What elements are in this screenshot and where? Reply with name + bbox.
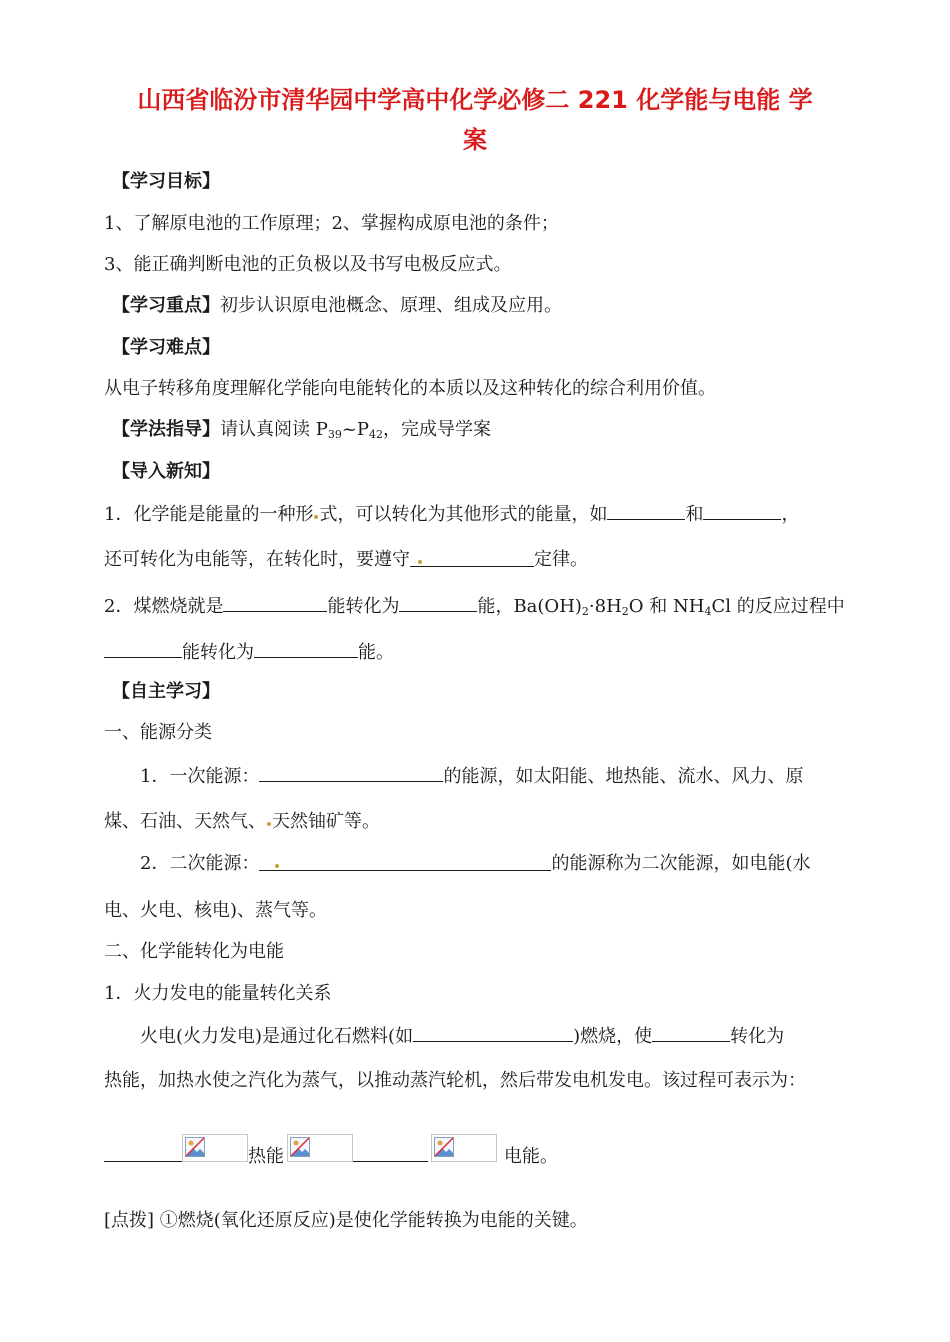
method-heading: 【学法指导】 bbox=[112, 419, 220, 440]
goals-item-2: 3、能正确判断电池的正负极以及书写电极反应式。 bbox=[104, 254, 512, 275]
key-point-line bbox=[112, 294, 562, 318]
document-title-line-2: 案 bbox=[463, 126, 487, 154]
answer-blank[interactable] bbox=[413, 1023, 573, 1042]
thermal-power-paragraph-cont: 热能，加热水使之汽化为蒸气，以推动蒸汽轮机，然后带发电机发电。该过程可表示为： bbox=[104, 1070, 806, 1091]
intro-question-2-cont bbox=[104, 639, 394, 665]
q2-text-e: O 和 NH bbox=[628, 596, 705, 617]
answer-blank[interactable] bbox=[410, 548, 534, 567]
answer-blank[interactable] bbox=[254, 639, 358, 658]
answer-blank[interactable] bbox=[399, 593, 477, 612]
broken-image-icon bbox=[287, 1134, 353, 1162]
goals-item-1: 1、了解原电池的工作原理；2、掌握构成原电池的条件； bbox=[104, 213, 559, 234]
q2-subscript: 4 bbox=[704, 605, 712, 618]
answer-blank[interactable] bbox=[652, 1023, 730, 1042]
goals-heading: 【学习目标】 bbox=[112, 171, 220, 192]
primary-energy-line bbox=[140, 763, 803, 789]
key-point-heading: 【学习重点】 bbox=[112, 295, 220, 316]
q1-text-d: ， bbox=[781, 504, 800, 525]
difficulty-heading: 【学习难点】 bbox=[112, 337, 220, 358]
answer-blank[interactable] bbox=[350, 1143, 428, 1162]
q2-text-g: 能转化为 bbox=[182, 642, 254, 663]
q2-subscript: 2 bbox=[581, 605, 589, 618]
marker-dot bbox=[314, 515, 318, 519]
q1-text-a: 1．化学能是能量的一种形 bbox=[104, 504, 314, 525]
answer-blank[interactable] bbox=[104, 639, 182, 658]
fire-text-a: 火电(火力发电)是通过化石燃料(如 bbox=[140, 1026, 414, 1047]
marker-dot bbox=[418, 560, 422, 564]
q1-text-c: 和 bbox=[685, 504, 704, 525]
q2-text-f: Cl 的反应过程中 bbox=[711, 596, 845, 617]
answer-blank[interactable] bbox=[703, 501, 781, 520]
answer-blank[interactable] bbox=[607, 501, 685, 520]
intro-question-1-cont bbox=[104, 548, 588, 572]
difficulty-text: 从电子转移角度理解化学能向电能转化的本质以及这种转化的综合利用价值。 bbox=[104, 378, 716, 399]
method-page-start: 39 bbox=[327, 428, 342, 441]
secondary-energy-line bbox=[140, 852, 810, 876]
method-tilde: ~P bbox=[341, 419, 370, 440]
secondary-energy-text: 的能源称为二次能源，如电能(水 bbox=[551, 853, 811, 874]
secondary-energy-line-cont: 电、火电、核电)、蒸气等。 bbox=[104, 900, 328, 921]
q2-text-d: ·8H bbox=[588, 596, 622, 617]
q1-text-b: 式，可以转化为其他形式的能量，如 bbox=[319, 504, 608, 525]
primary-energy-text-c: 煤、石油、天然气、 bbox=[104, 811, 266, 832]
q2-text-h: 能。 bbox=[358, 642, 394, 663]
document-title-line-1: 山西省临汾市清华园中学高中化学必修二 221 化学能与电能 学 bbox=[137, 86, 813, 114]
key-point-text: 初步认识原电池概念、原理、组成及应用。 bbox=[220, 295, 562, 316]
answer-blank[interactable] bbox=[259, 763, 443, 782]
chain-heat-label: 热能 bbox=[248, 1146, 284, 1167]
primary-energy-text-d: 天然铀矿等。 bbox=[272, 811, 380, 832]
primary-energy-text: 的能源，如太阳能、地热能、流水、风力、原 bbox=[443, 766, 804, 787]
answer-blank[interactable] bbox=[223, 593, 327, 612]
fire-text-c: 转化为 bbox=[730, 1026, 785, 1047]
chain-electric-label: 电能。 bbox=[504, 1146, 558, 1167]
tip-line: [点拨] ①燃烧(氧化还原反应)是使化学能转换为电能的关键。 bbox=[104, 1210, 588, 1231]
intro-question-2 bbox=[104, 593, 845, 624]
primary-energy-line-cont bbox=[104, 810, 380, 834]
section-energy-classification: 一、能源分类 bbox=[104, 722, 212, 743]
method-text: 请认真阅读 P bbox=[220, 419, 328, 440]
q1-text-e: 还可转化为电能等，在转化时，要遵守 bbox=[104, 549, 410, 570]
answer-blank[interactable] bbox=[259, 852, 551, 871]
marker-dot bbox=[275, 864, 279, 868]
intro-question-1 bbox=[104, 501, 799, 527]
broken-image-icon bbox=[431, 1134, 497, 1162]
q2-subscript: 2 bbox=[621, 605, 629, 618]
thermal-power-heading: 1．火力发电的能量转化关系 bbox=[104, 983, 332, 1004]
intro-heading: 【导入新知】 bbox=[112, 461, 220, 482]
primary-energy-label: 1．一次能源： bbox=[140, 766, 260, 787]
self-study-heading: 【自主学习】 bbox=[112, 681, 220, 702]
fire-text-b: )燃烧，使 bbox=[573, 1026, 653, 1047]
q2-text-a: 2．煤燃烧就是 bbox=[104, 596, 224, 617]
q2-text-b: 能转化为 bbox=[327, 596, 400, 617]
q2-text-c: 能，Ba(OH) bbox=[477, 596, 582, 617]
method-text-end: ，完成导学案 bbox=[383, 419, 492, 440]
broken-image-icon bbox=[182, 1134, 248, 1162]
marker-dot bbox=[267, 822, 271, 826]
secondary-energy-label: 2．二次能源： bbox=[140, 853, 260, 874]
thermal-power-paragraph bbox=[140, 1023, 784, 1049]
method-line bbox=[112, 418, 491, 447]
section-chemical-to-electric: 二、化学能转化为电能 bbox=[104, 941, 284, 962]
q1-text-f: 定律。 bbox=[534, 549, 588, 570]
method-page-end: 42 bbox=[369, 428, 384, 441]
answer-blank[interactable] bbox=[104, 1143, 182, 1162]
